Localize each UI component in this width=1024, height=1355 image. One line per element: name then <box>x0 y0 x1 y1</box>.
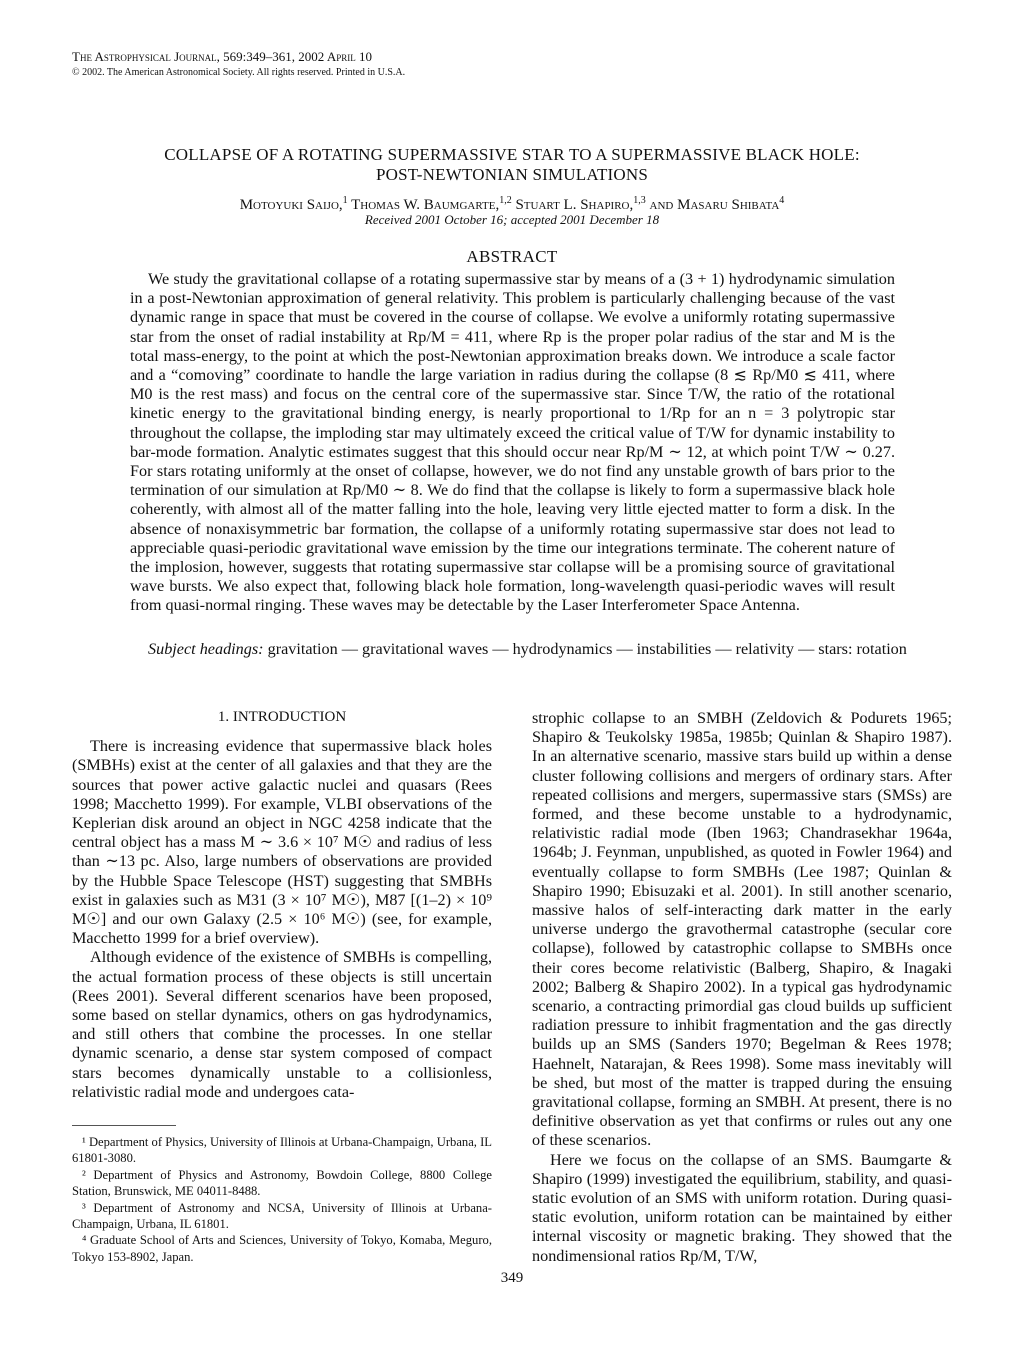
subject-headings <box>130 640 1007 659</box>
paragraph: strophic collapse to an SMBH (Zeldovich & Podurets 1965; Shapiro & Teukolsky 1985a, 1985b; Quinlan & Shapiro 1987). In an alternative scenario, massive stars build up within a dense cluster following collisions and mergers of ordinary stars. After repeated collisions and mergers, supermassive stars (SMSs) are formed, and these become unstable to a hydrodynamic, relativistic radial mode (Iben 1963; Chandrasekhar 1964a, 1964b; J. Feynman, unpublished, as quoted in Fowler 1964) and eventually collapse to form SMBHs (Lee 1987; Quinlan & Shapiro 1990; Ebisuzaki et al. 2001). In still another scenario, massive halos of self-interacting dark matter in the early universe undergo the gravothermal catastrophe (secular core collapse), followed by catastrophic collapse to SMBHs once their cores become relativistic (Balberg, Shapiro, & Inagaki 2002; Balberg & Shapiro 2002). In a typical gas hydrodynamic scenario, a contracting primordial gas cloud builds up sufficient radiation pressure to inhibit fragmentation and the gas directly builds up an SMS (Sanders 1970; Begelman & Rees 1978; Haehnelt, Natarajan, & Rees 1998). Some mass inevitably will be shed, but most of the matter is trapped during the ensuing gravitational collapse, forming an SMBH. At present, there is no definitive observation as yet that confirms or rules out any one of these scenarios. <box>532 709 952 1150</box>
author-name: Stuart L. Shapiro, <box>515 197 634 213</box>
paragraph: There is increasing evidence that supermassive black holes (SMBHs) exist at the center of all galaxies and that they are the sources that power active galactic nuclei and quasars (Rees 1998; Macchetto 1999). For example, VLBI observations of the Keplerian disk around an object in NGC 4258 indicate that the central object has a mass M ∼ 3.6 × 10⁷ M☉ and radius of less than ∼13 pc. Also, large numbers of observations are provided by the Hubble Space Telescope (HST) suggesting that SMBHs exist in galaxies such as M31 (3 × 10⁷ M☉), M87 [(1–2) × 10⁹ M☉] and our own Galaxy (2.5 × 10⁶ M☉) (see, for example, Macchetto 1999 for a brief overview). <box>72 737 492 948</box>
paragraph: Here we focus on the collapse of an SMS. Baumgarte & Shapiro (1999) investigated the equilibrium, stability, and quasi-static evolution of an SMS with uniform rotation. During quasi-static evolution, uniform rotation can be maintained by either internal viscosity or magnetic braking. They showed that the nondimensional ratios Rp/M, T/W, <box>532 1150 952 1265</box>
subject-headings-label: Subject headings: <box>148 640 264 658</box>
right-column <box>532 709 952 1266</box>
received-dates: Received 2001 October 16; accepted 2001 December 18 <box>364 212 660 227</box>
footnote: ⁴ Graduate School of Arts and Sciences, University of Tokyo, Komaba, Meguro, Tokyo 153-8902, Japan. <box>72 1233 492 1264</box>
title-line-2: POST-NEWTONIAN SIMULATIONS <box>375 165 648 184</box>
journal-citation: The Astrophysical Journal, 569:349–361, 2002 April 10 <box>72 49 372 64</box>
author-affiliation-mark: 1 <box>342 195 348 206</box>
section-heading: 1. INTRODUCTION <box>217 709 347 725</box>
journal-header <box>72 48 405 80</box>
left-column <box>72 708 492 1102</box>
abstract-text: We study the gravitational collapse of a rotating supermassive star by means of a (3 + 1) hydrodynamic simulation in a post-Newtonian approximation of general relativity. This problem is particularly challenging because of the vast dynamic range in space that must be covered in the course of collapse. We evolve a uniformly rotating supermassive star from the onset of radial instability at Rp/M = 411, where Rp is the proper polar radius of the star and M is the total mass-energy, to the point at which the post-Newtonian approximation breaks down. We introduce a scale factor and a “comoving” coordinate to handle the large variation in radius during the collapse (8 ≲ Rp/M0 ≲ 411, where M0 is the rest mass) and focus on the central core of the supermassive star. Since T/W, the ratio of the rotational kinetic energy to the gravitational binding energy, is nearly proportional to 1/Rp for an n = 3 polytropic star throughout the collapse, the imploding star may ultimately exceed the critical value of T/W for dynamic instability to bar-mode formation. Analytic estimates suggest that this should occur near Rp/M ∼ 12, at which point T/W ∼ 0.27. For stars rotating uniformly at the onset of collapse, however, we do not find any unstable growth of bars prior to the termination of our simulation at Rp/M0 ∼ 8. We do find that the collapse is likely to form a supermassive black hole coherently, with almost all of the matter falling into the hole, leaving very little ejected matter to form a disk. In the absence of nonaxisymmetric bar formation, the collapse of a uniformly rotating supermassive star does not lead to appreciable quasi-periodic gravitational wave emission by the time our integrations terminate. The coherent nature of the implosion, however, suggests that rotating supermassive star collapse will be a promising source of gravitational wave bursts. We also expect that, following black hole formation, long-wavelength quasi-periodic waves will result from quasi-normal ringing. These waves may be detectable by the Laser Interferometer Space Antenna. <box>130 270 895 615</box>
author-affiliation-mark: 1,3 <box>633 195 646 206</box>
author-list <box>0 192 1024 214</box>
paper-title <box>0 145 1024 185</box>
author-name: Thomas W. Baumgarte, <box>351 197 500 213</box>
title-line-1: COLLAPSE OF A ROTATING SUPERMASSIVE STAR TO A SUPERMASSIVE BLACK HOLE: <box>164 145 860 164</box>
footnotes <box>72 1134 492 1265</box>
author-affiliation-mark: 4 <box>779 195 785 206</box>
abstract-heading: ABSTRACT <box>466 247 558 266</box>
author-name: Masaru Shibata <box>677 197 780 213</box>
author-conjunction: and <box>649 197 674 213</box>
footnote: ¹ Department of Physics, University of Illinois at Urbana-Champaign, Urbana, IL 61801-3080. <box>72 1135 492 1166</box>
page-number: 349 <box>500 1270 524 1286</box>
copyright-notice: © 2002. The American Astronomical Society. All rights reserved. Printed in U.S.A. <box>72 67 406 78</box>
footnote: ² Department of Physics and Astronomy, Bowdoin College, 8800 College Station, Brunswick, ME 04011-8488. <box>72 1167 492 1199</box>
subject-headings-terms: gravitation — gravitational waves — hydrodynamics — instabilities — relativity — stars: rotation <box>267 640 907 658</box>
author-affiliation-mark: 1,2 <box>499 195 512 206</box>
footnote: ³ Department of Astronomy and NCSA, University of Illinois at Urbana-Champaign, Urbana, IL 61801. <box>72 1200 492 1232</box>
paragraph: Although evidence of the existence of SMBHs is compelling, the actual formation process of these objects is still uncertain (Rees 2001). Several different scenarios have been proposed, some based on stellar dynamics, others on gas hydrodynamics, and still others that combine the processes. In one stellar dynamic scenario, a dense star system composed of compact stars becomes dynamically unstable to a collisionless, relativistic radial mode and undergoes cata- <box>72 948 492 1101</box>
author-name: Motoyuki Saijo, <box>239 197 343 213</box>
abstract-body <box>130 270 895 616</box>
footnote-rule <box>72 1125 176 1126</box>
